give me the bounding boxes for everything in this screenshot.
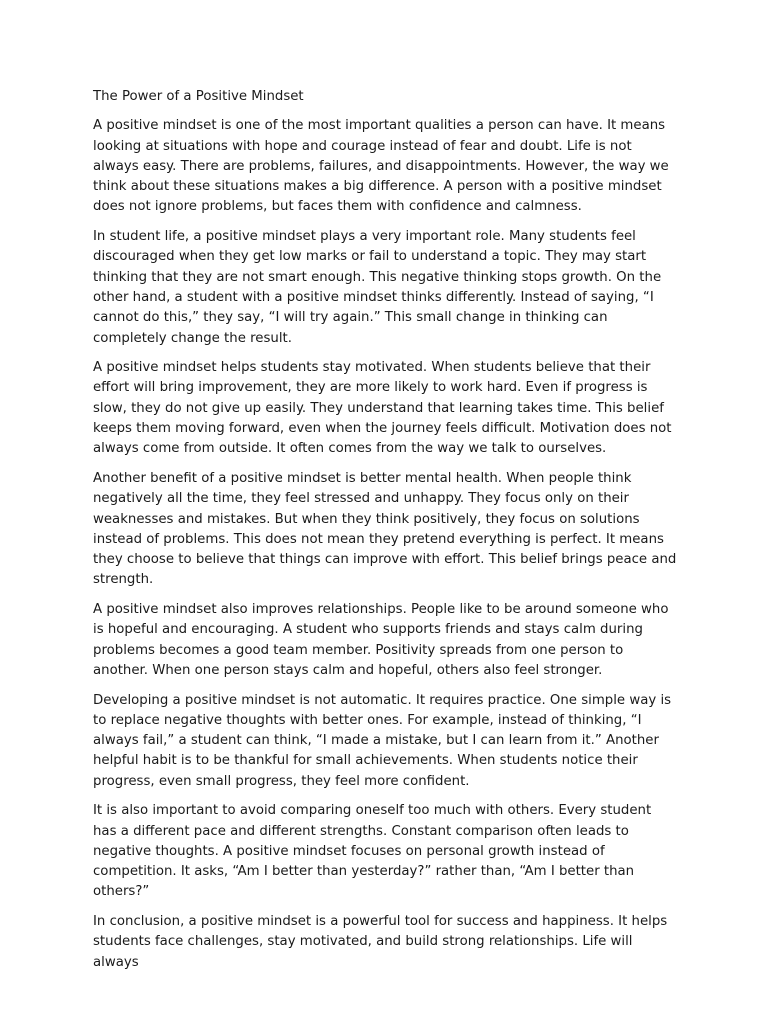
paragraph-5: A positive mindset also improves relationships. People like to be around someone who is hopeful and encouraging. A student who supports friends and stays calm during problems becomes a good team member. Positivity spreads from one person to another. When one person stays calm and hopeful, others also feel stronger. (93, 602, 669, 678)
paragraph-1: A positive mindset is one of the most important qualities a person can have. It means looking at situations with hope and courage instead of fear and doubt. Life is not always easy. There are problems, failures, and disappointments. However, the way we think about these situations makes a big difference. A person with a positive mindset does not ignore problems, but faces them with confidence and calmness. (93, 118, 669, 215)
document-title: The Power of a Positive Mindset (93, 89, 304, 104)
paragraph-2: In student life, a positive mindset plays a very important role. Many students feel discouraged when they get low marks or fail to understand a topic. They may start thinking that they are not smart enough. This negative thinking stops growth. On the other hand, a student with a positive mindset thinks differently. Instead of saying, “I cannot do this,” they say, “I will try again.” This small change in thinking can completely change the result. (93, 229, 662, 346)
paragraph-6: Developing a positive mindset is not automatic. It requires practice. One simple way is to replace negative thoughts with better ones. For example, instead of thinking, “I always fail,” a student can think, “I made a mistake, but I can learn from it.” Another helpful habit is to be thankful for small achievements. When students notice their progress, even small progress, they feel more confident. (93, 692, 672, 789)
paragraph-8: In conclusion, a positive mindset is a powerful tool for success and happiness. It helps students face challenges, stay motivated, and build strong relationships. Life will always (93, 914, 668, 970)
paragraph-7: It is also important to avoid comparing oneself too much with others. Every student has a different pace and different strengths. Constant comparison often leads to negative thoughts. A positive mindset focuses on personal growth instead of competition. It asks, “Am I better than yesterday?” rather than, “Am I better than others?” (93, 803, 652, 900)
document-body (93, 87, 677, 982)
paragraph-3: A positive mindset helps students stay motivated. When students believe that their effort will bring improvement, they are more likely to work hard. Even if progress is slow, they do not give up easily. They understand that learning takes time. This belief keeps them moving forward, even when the journey feels difficult. Motivation does not always come from outside. It often comes from the way we talk to ourselves. (93, 360, 672, 457)
paragraph-4: Another benefit of a positive mindset is better mental health. When people think negatively all the time, they feel stressed and unhappy. They focus only on their weaknesses and mistakes. But when they think positively, they focus on solutions instead of problems. This does not mean they pretend everything is perfect. It means they choose to believe that things can improve with effort. This belief brings peace and strength. (93, 470, 677, 588)
